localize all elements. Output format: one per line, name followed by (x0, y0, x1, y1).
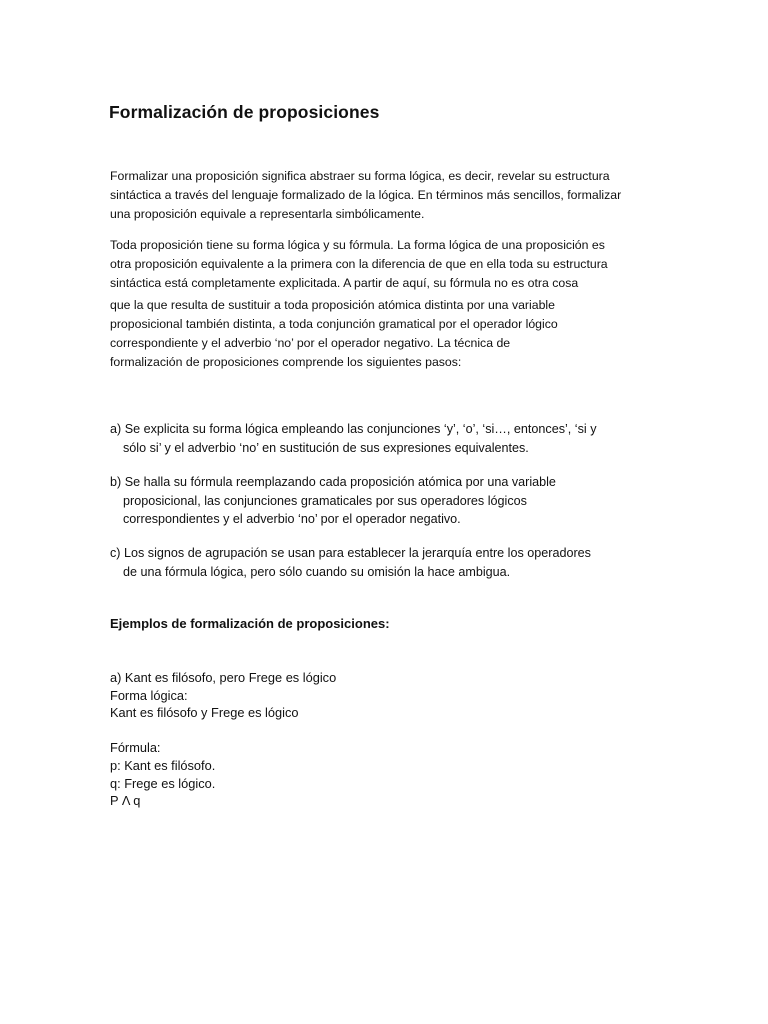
examples-heading: Ejemplos de formalización de proposiciones: (110, 616, 390, 631)
form-paragraph (110, 236, 608, 372)
formula-expression: P Λ q (110, 793, 141, 809)
step-a (110, 420, 597, 457)
intro-line: Formalizar una proposición significa abstraer su forma lógica, es decir, revelar su estructura (110, 169, 610, 183)
step-line: de una fórmula lógica, pero sólo cuando su omisión la hace ambigua. (123, 564, 511, 579)
example-a (110, 669, 336, 810)
form-line: que la que resulta de sustituir a toda proposición atómica distinta por una variable (110, 297, 556, 312)
form-line: proposicional también distinta, a toda conjunción gramatical por el operador lógico (110, 316, 558, 331)
form-line: Toda proposición tiene su forma lógica y su fórmula. La forma lógica de una proposición es (110, 238, 605, 252)
variable-q-definition: q: Frege es lógico. (110, 775, 216, 791)
example-statement: a) Kant es filósofo, pero Frege es lógico (110, 670, 337, 685)
step-line: c) Los signos de agrupación se usan para establecer la jerarquía entre los operadores (110, 546, 591, 560)
variable-p-definition: p: Kant es filósofo. (110, 757, 216, 773)
step-line: sólo si’ y el adverbio ‘no’ en sustitución de sus expresiones equivalentes. (123, 440, 529, 455)
formula-label: Fórmula: (110, 740, 161, 756)
forma-logica-label: Forma lógica: (110, 687, 188, 703)
step-b (110, 473, 556, 529)
form-line: sintáctica está completamente explicitada. A partir de aquí, su fórmula no es otra cosa (110, 276, 579, 291)
step-line: b) Se halla su fórmula reemplazando cada proposición atómica por una variable (110, 475, 556, 489)
step-c (110, 544, 591, 581)
intro-line: sintáctica a través del lenguaje formalizado de la lógica. En términos más sencillos, formalizar (110, 188, 622, 202)
intro-line: una proposición equivale a representarla simbólicamente. (110, 207, 425, 221)
step-line: proposicional, las conjunciones gramaticales por sus operadores lógicos (123, 493, 527, 508)
form-line: formalización de proposiciones comprende los siguientes pasos: (110, 355, 462, 370)
step-line: a) Se explicita su forma lógica empleando las conjunciones ‘y’, ‘o’, ‘si…, entonces’, ‘si y (110, 422, 597, 436)
forma-logica-value: Kant es filósofo y Frege es lógico (110, 705, 299, 721)
document-title: Formalización de proposiciones (109, 102, 380, 122)
intro-paragraph (110, 167, 621, 224)
form-line: otra proposición equivalente a la primera con la diferencia de que en ella toda su estructura (110, 257, 608, 272)
step-line: correspondientes y el adverbio ‘no’ por el operador negativo. (123, 512, 461, 526)
form-line: correspondiente y el adverbio ‘no’ por el operador negativo. La técnica de (110, 336, 511, 351)
